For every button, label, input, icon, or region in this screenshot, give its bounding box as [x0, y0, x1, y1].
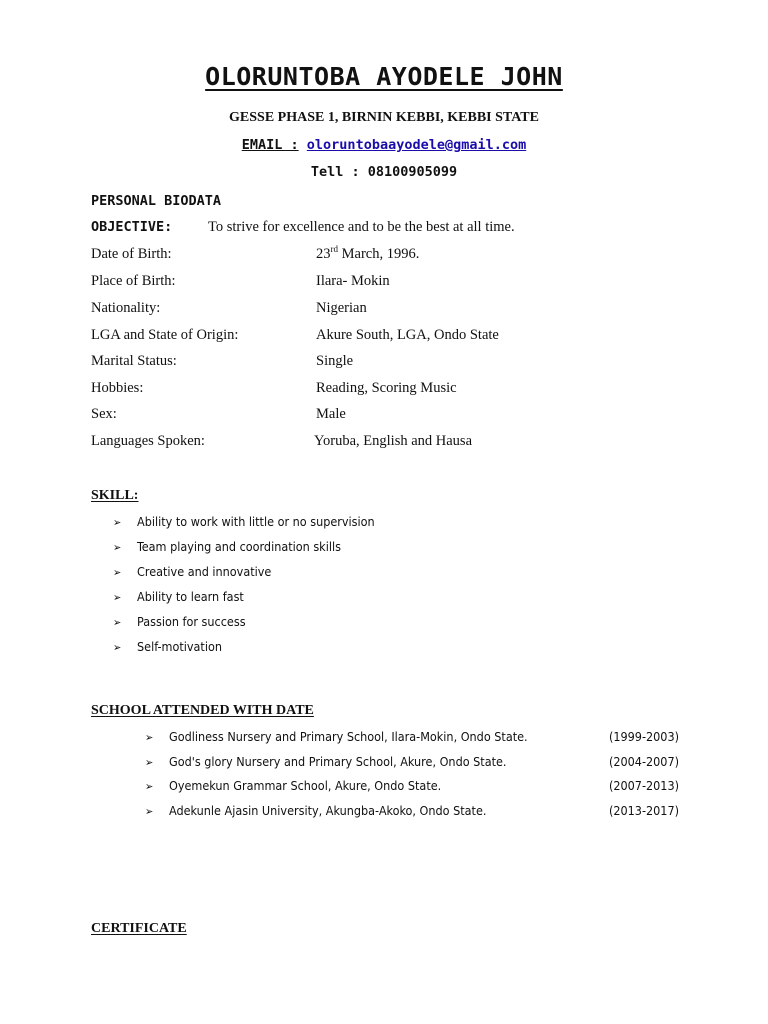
bio-label: Hobbies: — [91, 380, 144, 396]
list-item — [113, 514, 375, 529]
bio-value: Reading, Scoring Music — [316, 380, 457, 396]
phone-number: Tell : 08100905099 — [310, 164, 458, 180]
email-line — [0, 137, 768, 153]
arrow-bullet-icon: ➢ — [113, 516, 122, 529]
bio-label: Date of Birth: — [91, 246, 172, 262]
skill-text: Ability to work with little or no supervision — [137, 514, 375, 529]
bio-label: Sex: — [91, 406, 117, 422]
arrow-bullet-icon: ➢ — [145, 756, 154, 769]
skill-heading: SKILL: — [91, 488, 139, 503]
list-item — [145, 729, 685, 744]
bio-label: Languages Spoken: — [91, 433, 205, 449]
school-date: (2007-2013) — [608, 778, 679, 793]
arrow-bullet-icon: ➢ — [145, 731, 154, 744]
objective-label: OBJECTIVE: — [91, 219, 173, 235]
arrow-bullet-icon: ➢ — [113, 641, 122, 654]
arrow-bullet-icon: ➢ — [113, 616, 122, 629]
school-date: (1999-2003) — [608, 729, 679, 744]
email-label: EMAIL : — [241, 137, 299, 153]
dob-suffix: rd — [330, 244, 338, 254]
bio-label: LGA and State of Origin: — [91, 327, 239, 343]
skill-text: Creative and innovative — [137, 564, 272, 579]
arrow-bullet-icon: ➢ — [113, 566, 122, 579]
school-date: (2004-2007) — [608, 754, 679, 769]
list-item — [113, 539, 341, 554]
list-item — [113, 589, 244, 604]
bio-value: Akure South, LGA, Ondo State — [316, 327, 499, 343]
school-name: Godliness Nursery and Primary School, Ilara-Mokin, Ondo State. — [169, 729, 528, 744]
bio-value: Male — [316, 406, 346, 422]
certificate-heading: CERTIFICATE — [91, 921, 187, 936]
dob-rest: March, 1996. — [338, 246, 420, 262]
bio-value: Ilara- Mokin — [316, 273, 390, 289]
bio-value — [316, 246, 419, 263]
bio-label: Place of Birth: — [91, 273, 176, 289]
list-item — [113, 564, 271, 579]
arrow-bullet-icon: ➢ — [113, 541, 122, 554]
skill-text: Self-motivation — [137, 639, 222, 654]
arrow-bullet-icon: ➢ — [145, 805, 154, 818]
personal-biodata-heading: PERSONAL BIODATA — [91, 193, 222, 209]
bio-value: Yoruba, English and Hausa — [314, 433, 473, 449]
list-item — [113, 639, 222, 654]
address: GESSE PHASE 1, BIRNIN KEBBI, KEBBI STATE — [229, 110, 539, 125]
school-date: (2013-2017) — [608, 803, 679, 818]
email-link[interactable]: oloruntobaayodele@gmail.com — [306, 137, 527, 153]
school-name: Oyemekun Grammar School, Akure, Ondo State. — [169, 778, 442, 793]
objective-row — [91, 219, 515, 236]
school-heading: SCHOOL ATTENDED WITH DATE — [91, 703, 314, 718]
school-name: Adekunle Ajasin University, Akungba-Akoko, Ondo State. — [169, 803, 487, 818]
page-title: OLORUNTOBA AYODELE JOHN — [205, 62, 563, 91]
skill-text: Team playing and coordination skills — [137, 539, 341, 554]
dob-day: 23 — [316, 246, 331, 262]
school-name: God's glory Nursery and Primary School, Akure, Ondo State. — [169, 754, 507, 769]
objective-text: To strive for excellence and to be the best at all time. — [208, 219, 515, 235]
list-item — [145, 754, 685, 769]
list-item — [145, 803, 685, 818]
arrow-bullet-icon: ➢ — [145, 780, 154, 793]
arrow-bullet-icon: ➢ — [113, 591, 122, 604]
bio-label: Marital Status: — [91, 353, 177, 369]
bio-value: Nigerian — [316, 300, 367, 316]
bio-value: Single — [316, 353, 354, 369]
skill-text: Passion for success — [137, 614, 246, 629]
list-item — [113, 614, 246, 629]
list-item — [145, 778, 685, 793]
bio-label: Nationality: — [91, 300, 161, 316]
skill-text: Ability to learn fast — [137, 589, 244, 604]
